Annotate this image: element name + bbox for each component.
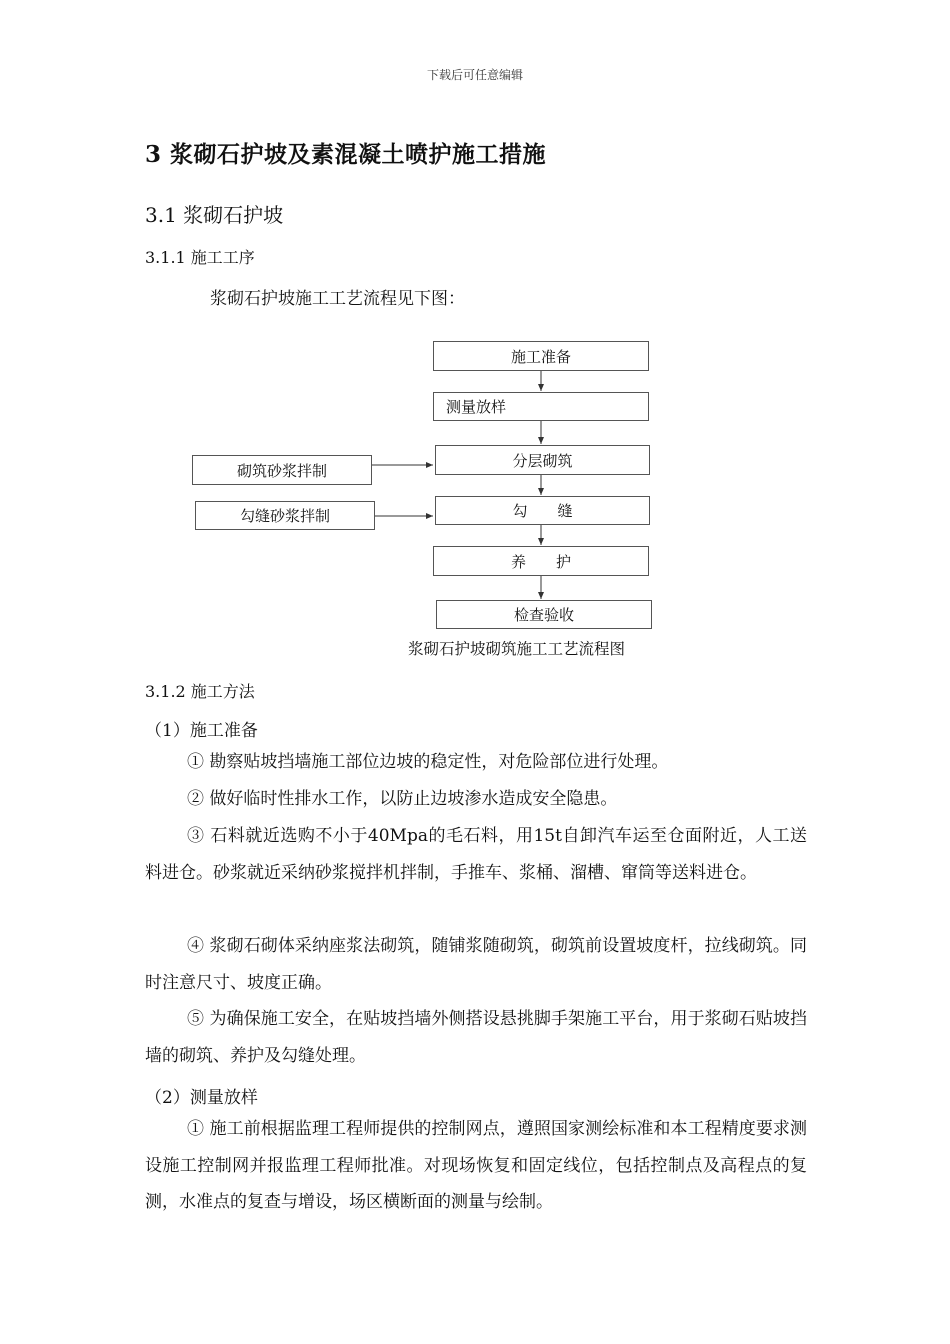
flow-step-masonry: 分层砌筑 [435,445,650,475]
flow-intro: 浆砌石护坡施工工艺流程见下图： [210,289,465,309]
subsection-title-312: 3.1.2 施工方法 [145,682,255,701]
flowchart-caption: 浆砌石护坡砌筑施工工艺流程图 [408,640,626,658]
chapter-title: 3 浆砌石护坡及素混凝土喷护施工措施 [145,141,547,168]
paragraph-2: ② 做好临时性排水工作，以防止边坡渗水造成安全隐患。 [187,789,618,809]
flow-step-survey: 测量放样 [433,392,649,421]
paragraph-6: ① 施工前根据监理工程师提供的控制网点，遵照国家测绘标准和本工程精度要求测设施工控制网并报监理工程师批准。对现场恢复和固定线位，包括控制点及高程点的复测，水准点的复查与增设，场区横断面的测量与绘制。 [145,1119,807,1212]
subsection-title-311: 3.1.1 施工工序 [145,248,255,267]
item-heading-1: （1）施工准备 [145,721,258,741]
flow-step-prepare: 施工准备 [433,341,649,371]
flow-side-masonry-mortar: 砌筑砂浆拌制 [192,455,372,485]
flow-side-pointing-mortar: 勾缝砂浆拌制 [195,501,375,530]
item-heading-2: （2）测量放样 [145,1088,258,1108]
flow-step-pointing: 勾 缝 [435,496,650,525]
paragraph-3: ③ 石料就近选购不小于40Mpa的毛石料，用15t自卸汽车运至仓面附近，人工送料进仓。砂浆就近采纳砂浆搅拌机拌制，手推车、浆桶、溜槽、窜筒等送料进仓。 [145,826,807,883]
paragraph-5: ⑤ 为确保施工安全，在贴坡挡墙外侧搭设悬挑脚手架施工平台，用于浆砌石贴坡挡墙的砌筑、养护及勾缝处理。 [145,1009,807,1066]
paragraph-4: ④ 浆砌石砌体采纳座浆法砌筑，随铺浆随砌筑，砌筑前设置坡度杆，拉线砌筑。同时注意尺寸、坡度正确。 [145,936,807,993]
paragraph-1: ① 勘察贴坡挡墙施工部位边坡的稳定性，对危险部位进行处理。 [187,752,669,772]
section-title: 3.1 浆砌石护坡 [145,203,284,227]
page-header: 下载后可任意编辑 [426,68,523,82]
flow-step-inspection: 检查验收 [436,600,652,629]
flow-step-curing: 养 护 [433,546,649,576]
